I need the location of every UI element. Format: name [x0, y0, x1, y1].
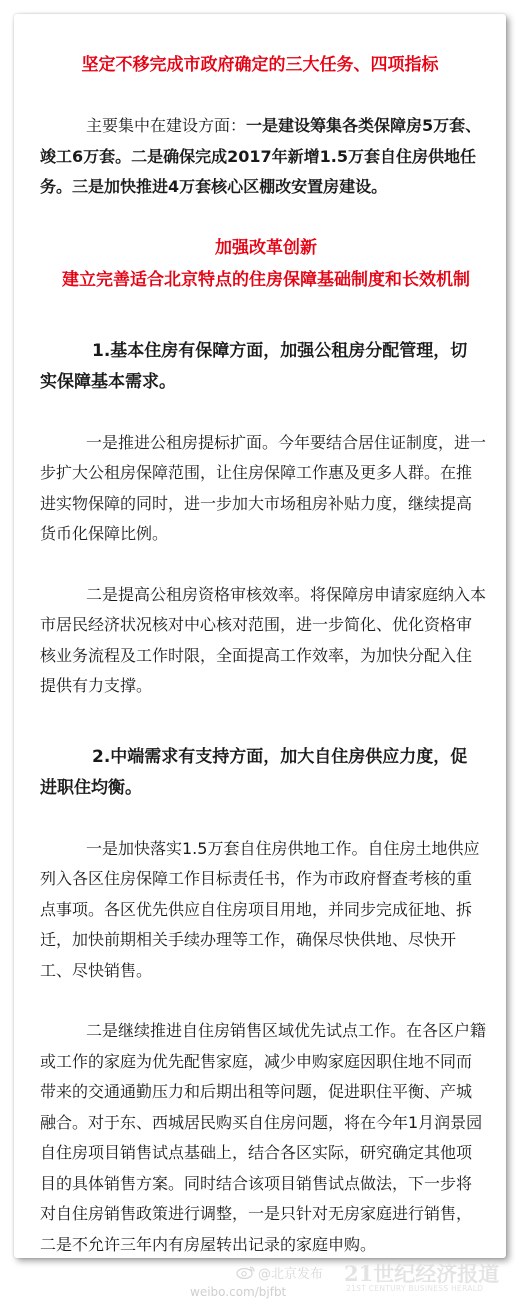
- newspaper-watermark-subtitle: 21ST CENTURY BUSINESS HERALD: [346, 1284, 484, 1293]
- footer-watermark-bar: [0, 1258, 531, 1311]
- newspaper-watermark: 21世纪经济报道: [344, 1261, 500, 1286]
- section-1-paragraph-2: 二是提高公租房资格审核效率。将保障房申请家庭纳入本市居民经济状况核对中心核对范围，进一步简化、优化资格审核业务流程及工作时限，全面提高工作效率，为加快分配入住提供有力支撑。: [40, 584, 487, 695]
- reform-heading: [14, 233, 506, 296]
- weibo-account-name: @北京发布: [258, 1267, 324, 1282]
- weibo-url: weibo.com/bjfbt: [190, 1285, 287, 1299]
- section-heading-tasks: 坚定不移完成市政府确定的三大任务、四项指标: [81, 55, 439, 75]
- section-2-title: 2.中端需求有支持方面，加大自住房供应力度，促进职住均衡。: [40, 746, 468, 798]
- section-2-paragraph-1: 一是加快落实1.5万套自住房供地工作。自住房土地供应列入各区住房保障工作目标责任书，作为市政府督查考核的重点事项。各区优先供应自住房项目用地，并同步完成征地、拆迁，加快前期相关手续办理等工作，确保尽快供地、尽快开工、尽快销售。: [40, 838, 480, 980]
- intro-lead: 主要集中在建设方面：: [86, 116, 247, 135]
- article-content: [14, 14, 506, 1260]
- section-1-paragraph-1: 一是推进公租房提标扩面。今年要结合居住证制度，进一步扩大公租房保障范围，让住房保障工作惠及更多人群。在推进实物保障的同时，进一步加大市场租房补贴力度，继续提高货币化保障比例。: [40, 432, 487, 543]
- intro-bold: 一是建设筹集各类保障房5万套、竣工6万套。二是确保完成2017年新增1.5万套自住房供地任务。三是加快推进4万套核心区棚改安置房建设。: [40, 116, 482, 196]
- intro-paragraph: [14, 111, 506, 203]
- section-1-title: 1.基本住房有保障方面，加强公租房分配管理，切实保障基本需求。: [40, 340, 468, 392]
- section-2-paragraph-2: 二是继续推进自住房销售区域优先试点工作。在各区户籍或工作的家庭为优先配售家庭，减少申购家庭因职住地不同而带来的交通通勤压力和后期出租等问题，促进职住平衡、产城融合。对于东、西城居民购买自住房问题，将在今年1月润景园自住房项目销售试点基础上，结合各区实际，研究确定其他项目的具体销售方案。同时结合该项目销售试点做法，下一步将对自住房销售政策进行调整，一是只针对无房家庭进行销售，二是不允许三年内有房屋转出记录的家庭申购。: [40, 1021, 487, 1254]
- reform-heading-line2: 建立完善适合北京特点的住房保障基础制度和长效机制: [62, 269, 470, 290]
- reform-heading-line1: 加强改革创新: [215, 237, 317, 258]
- weibo-logo-icon: [236, 1265, 256, 1279]
